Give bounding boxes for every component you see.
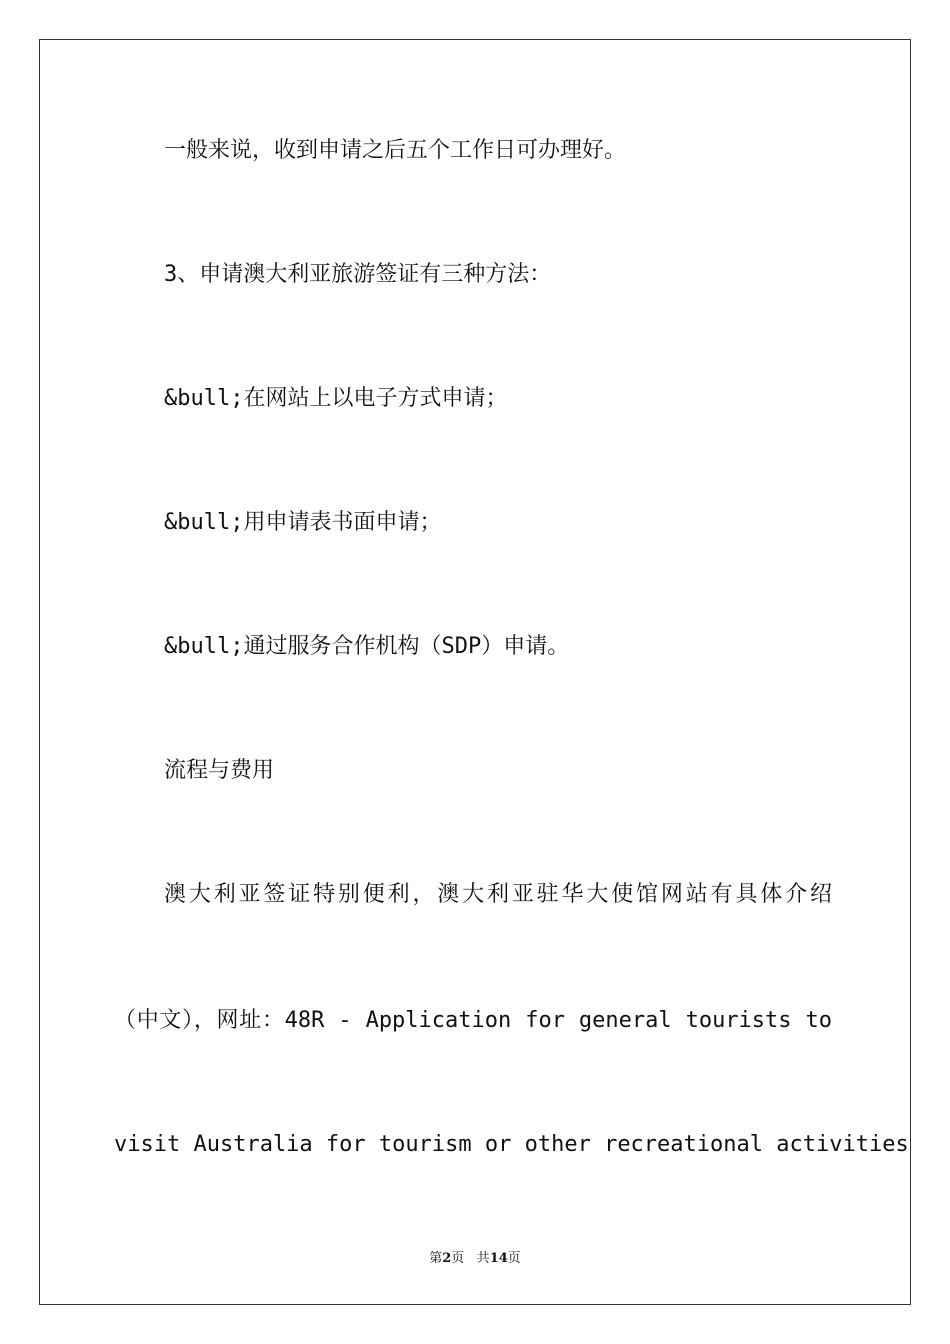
- paragraph-line: 澳大利亚签证特别便利，澳大利亚驻华大使馆网站有具体介绍: [164, 882, 832, 907]
- page-footer: [0, 1247, 950, 1266]
- footer-page-prefix: 第: [429, 1251, 443, 1266]
- footer-total-suffix: 页: [507, 1251, 521, 1266]
- paragraph-line: 3、申请澳大利亚旅游签证有三种方法：: [164, 262, 552, 287]
- footer-page-number: 2: [442, 1251, 452, 1266]
- footer-total-pages: 14: [489, 1251, 508, 1266]
- paragraph-line: （中文），网址：48R - Application for general tourists to: [114, 1008, 832, 1033]
- paragraph-line: 一般来说，收到申请之后五个工作日可办理好。: [164, 138, 627, 163]
- paragraph-line: visit Australia for tourism or other recreational activities: [114, 1132, 909, 1157]
- section-heading: 流程与费用: [164, 758, 275, 783]
- bullet-line: &bull;在网站上以电子方式申请；: [164, 386, 508, 411]
- bullet-line: &bull;用申请表书面申请；: [164, 510, 442, 535]
- bullet-line: &bull;通过服务合作机构（SDP）申请。: [164, 634, 570, 659]
- page-border: [39, 39, 911, 1305]
- footer-total-prefix: 共: [476, 1251, 490, 1266]
- footer-page-suffix: 页: [451, 1251, 465, 1266]
